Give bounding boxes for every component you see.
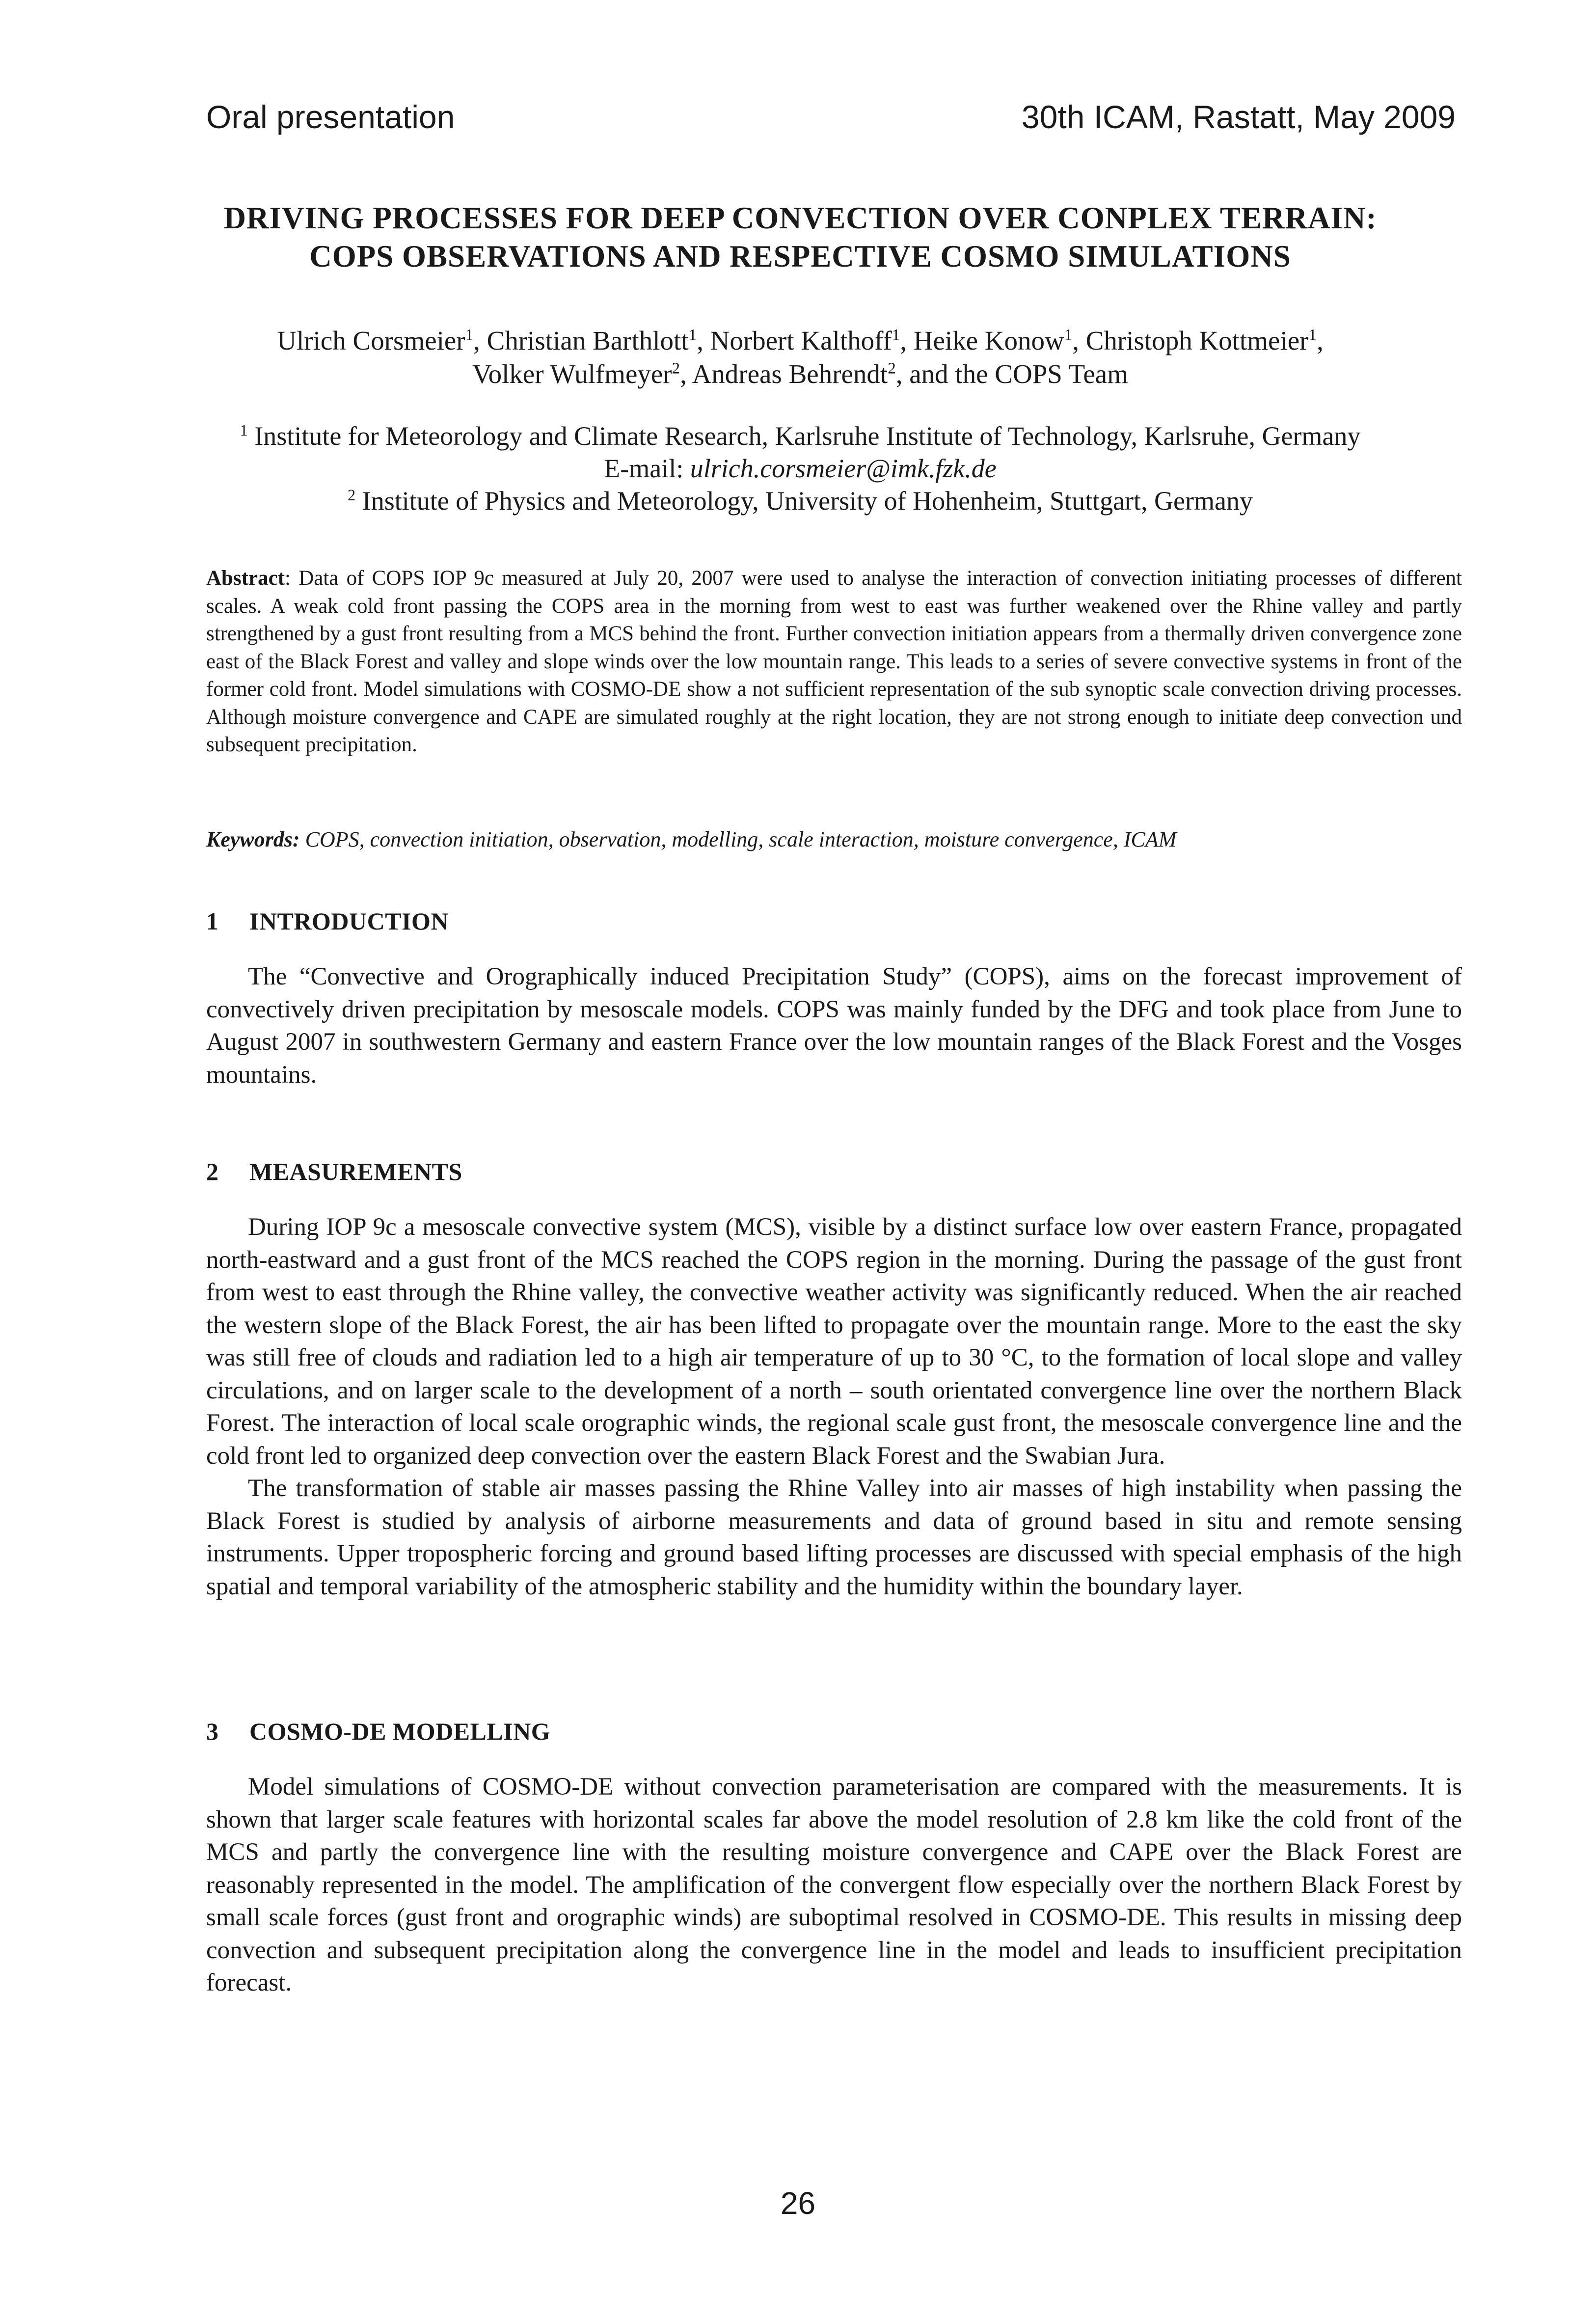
author-affiliation-mark: 2 — [672, 359, 680, 378]
title-line-1: DRIVING PROCESSES FOR DEEP CONVECTION OVER CONPLEX TERRAIN: — [223, 201, 1377, 235]
author-name: Christoph Kottmeier — [1085, 326, 1309, 355]
abstract-text: : Data of COPS IOP 9c measured at July 20, 2007 were used to analyse the interaction of convection initiating processes of different scales. A weak cold front passing the COPS area in the morning from west to east was further weakened over the Rhine valley and partly strengthened by a gust front resulting from a MCS behind the front. Further convection initiation appears from a thermally driven convergence zone east of the Black Forest and valley and slope winds over the low mountain range. This leads to a series of severe convective systems in front of the former cold front. Model simulations with COSMO-DE show a not sufficient representation of the sub synoptic scale convection driving processes. Although moisture convergence and CAPE are simulated roughly at the right location, they are not strong enough to initiate deep convection und subsequent precipitation. — [206, 567, 1462, 756]
author-affiliation-mark: 2 — [888, 359, 896, 378]
affiliations — [162, 420, 1438, 517]
affiliation-2: $^2$ Institute of Physics and Meteorology, University of Hohenheim, Stuttgart, Germany — [348, 486, 1253, 516]
email-label: E-mail: — [604, 454, 684, 483]
author-affiliation-mark: 1 — [465, 326, 474, 344]
abstract — [206, 565, 1462, 759]
author-line-1 — [187, 324, 1414, 357]
page-number: 26 — [780, 2186, 816, 2221]
section-body-introduction — [206, 960, 1462, 1091]
paragraph: During IOP 9c a mesoscale convective system (MCS), visible by a distinct surface low over eastern France, propagated north-eastward and a gust front of the MCS reached the COPS region in the morning. During the passage of the gust front from west to east through the Rhine valley, the convective weather activity was significantly reduced. When the air reached the western slope of the Black Forest, the air has been lifted to propagate over the mountain range. More to the east the sky was still free of clouds and radiation led to a high air temperature of up to 30 °C, to the formation of local slope and valley circulations, and on larger scale to the development of a north – south orientated convergence line over the northern Black Forest. The interaction of local scale orographic winds, the regional scale gust front, the mesoscale convergence line and the cold front led to organized deep convection over the eastern Black Forest and the Swabian Jura. — [206, 1213, 1462, 1470]
author-name: Christian Barthlott — [487, 326, 689, 355]
author-name: Volker Wulfmeyer — [472, 359, 672, 389]
section-heading-introduction: 1 INTRODUCTION — [206, 907, 449, 935]
author-separator: , — [1316, 326, 1324, 355]
paragraph: The transformation of stable air masses passing the Rhine Valley into air masses of high instability when passing the Black Forest is studied by analysis of airborne measurements and data of ground based in situ and remote sensing instruments. Upper tropospheric forcing and ground based lifting processes are discussed with special emphasis of the high spatial and temporal variability of the atmospheric stability and the humidity within the boundary layer. — [206, 1475, 1462, 1600]
author-separator: , — [473, 326, 487, 355]
keywords-label: Keywords: — [206, 827, 300, 851]
title-line-2: COPS OBSERVATIONS AND RESPECTIVE COSMO SIMULATIONS — [309, 239, 1291, 273]
running-head-right: 30th ICAM, Rastatt, May 2009 — [1021, 99, 1456, 135]
section-heading-measurements: 2 MEASUREMENTS — [206, 1158, 462, 1185]
paragraph: The “Convective and Orographically induced Precipitation Study” (COPS), aims on the forecast improvement of convectively driven precipitation by mesoscale models. COPS was mainly funded by the DFG and took place from June to August 2007 in southwestern Germany and eastern France over the low mountain ranges of the Black Forest and the Vosges mountains. — [206, 963, 1462, 1089]
author-name: Andreas Behrendt — [692, 359, 888, 389]
email-address[interactable]: ulrich.corsmeier@imk.fzk.de — [690, 454, 997, 483]
affiliation-mark: 2 — [348, 487, 356, 504]
author-name: Heike Konow — [913, 326, 1064, 355]
affiliation-mark: 1 — [240, 422, 248, 439]
author-separator: , — [900, 326, 914, 355]
author-affiliation-mark: 1 — [1064, 326, 1073, 344]
abstract-label: Abstract — [206, 567, 285, 590]
author-separator: , — [697, 326, 710, 355]
author-line-2 — [187, 357, 1414, 391]
running-head-left: Oral presentation — [206, 99, 455, 135]
affiliation-1: $^1$ Institute for Meteorology and Climate Research, Karlsruhe Institute of Technology, Karlsruhe, Germany — [240, 421, 1361, 451]
author-separator: , — [895, 359, 910, 389]
author-name: Ulrich Corsmeier — [277, 326, 465, 355]
author-affiliation-mark: 1 — [1308, 326, 1317, 344]
author-name: Norbert Kalthoff — [710, 326, 892, 355]
keywords — [206, 826, 1462, 853]
section-heading-cosmo-de-modelling: 3 COSMO-DE MODELLING — [206, 1718, 551, 1745]
section-body-cosmo-de-modelling — [206, 1771, 1462, 1999]
author-separator: , — [680, 359, 692, 389]
section-body-measurements — [206, 1211, 1462, 1603]
author-affiliation-mark: 1 — [688, 326, 697, 344]
paragraph: Model simulations of COSMO-DE without convection parameterisation are compared with the measurements. It is shown that larger scale features with horizontal scales far above the model resolution of 2.8 km like the cold front of the MCS and partly the convergence line with the resulting moisture convergence and CAPE over the Black Forest are reasonably represented in the model. The amplification of the convergent flow especially over the northern Black Forest by small scale forces (gust front and orographic winds) are suboptimal resolved in COSMO-DE. This results in missing deep convection and subsequent precipitation along the convergence line in the model and leads to insufficient precipitation forecast. — [206, 1773, 1462, 1996]
email-line — [162, 452, 1438, 485]
keywords-text: COPS, convection initiation, observation, modelling, scale interaction, moisture convergence, ICAM — [305, 827, 1177, 851]
paper-title — [187, 199, 1414, 275]
author-list — [187, 324, 1414, 391]
author-separator: , — [1072, 326, 1086, 355]
author-name: and the COPS Team — [909, 359, 1129, 389]
author-affiliation-mark: 1 — [892, 326, 900, 344]
